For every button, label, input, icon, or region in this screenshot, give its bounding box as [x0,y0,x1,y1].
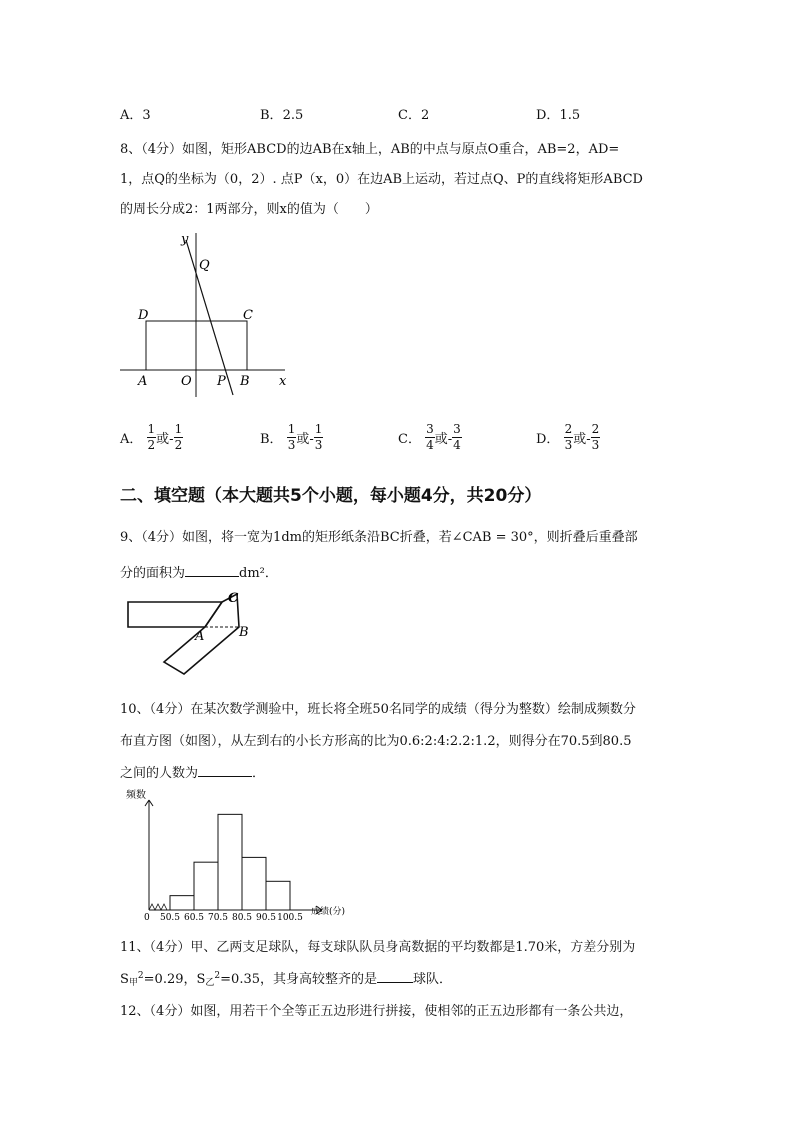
q8-line-1: 8、（4分）如图，矩形ABCD的边AB在x轴上，AB的中点与原点O重合，AB=2，AD= [120,142,620,157]
histogram-tick-label: 60.5 [183,913,205,923]
q7-option-b: B．2.5 [260,108,304,123]
label-a: A [138,374,148,389]
q8-option-a: A． $\frac{1}{2}$ 或- $\frac{1}{2}$ [120,422,183,452]
histogram-bar [242,857,266,910]
histogram-bar [170,896,194,910]
label-x: x [279,374,287,389]
q11-answer-blank[interactable] [377,970,413,983]
label-o: O [181,374,192,389]
q10-line-1: 10、（4分）在某次数学测验中，班长将全班50名同学的成绩（得分为整数）绘制成频数分 [120,702,636,717]
histogram-tick-label: 50.5 [159,913,181,923]
q10-line-2: 布直方图（如图），从左到右的小长方形高的比为0.6:2:4:2.2:1.2，则得分在70.5到80.5 [120,734,632,749]
histogram-tick-label: 100.5 [277,913,303,923]
label-q: Q [199,258,210,273]
q7-option-c: C．2 [398,108,430,123]
q11-line-2: $S_甲^2=0.29$，$S_乙^2=0.35$，其身高较整齐的是 球队． [120,971,453,988]
label-d: D [138,308,149,323]
q7-option-a: A．3 [120,108,151,123]
label-c: C [243,308,253,323]
q11-line-1: 11、（4分）甲、乙两支足球队，每支球队队员身高数据的平均数都是1.70米，方差分别为 [120,940,636,955]
q10-line-3: 之间的人数为 ． [120,766,266,781]
q9-figure [122,588,262,680]
q12-line-1: 12、（4分）如图，用若干个全等正五边形进行拼接，使相邻的正五边形都有一条公共边， [120,1004,633,1019]
histogram [122,786,362,926]
q8-line-3: 的周长分成2：1两部分，则x的值为（ ） [120,202,378,217]
label-a: A [195,629,205,644]
label-y: y [181,232,189,247]
label-b: B [239,625,249,640]
q8-option-d: D． $\frac{2}{3}$ 或- $\frac{2}{3}$ [536,422,600,452]
q9-line-2: 分的面积为 dm²． [120,566,278,581]
q8-option-c: C． $\frac{3}{4}$ 或- $\frac{3}{4}$ [398,422,461,452]
histogram-tick-label: 90.5 [255,913,277,923]
hist-origin-label: 0 [144,913,150,923]
q10-answer-blank[interactable] [198,764,252,777]
histogram-tick-label: 70.5 [207,913,229,923]
section-2-title: 二、填空题（本大题共5个小题，每小题4分，共20分） [120,486,542,506]
q9-answer-blank[interactable] [185,564,239,577]
label-p: P [217,374,226,389]
axis-break [149,904,167,910]
hist-ylabel: 频数 [126,790,146,801]
q8-line-2: 1，点Q的坐标为（0，2）. 点P（x，0）在边AB上运动，若过点Q、P的直线将矩形ABCD [120,172,643,187]
histogram-bar [266,881,290,910]
q7-option-d: D．1.5 [536,108,581,123]
hist-xlabel: 成绩(分) [311,907,346,917]
q9-line-1: 9、（4分）如图，将一宽为1dm的矩形纸条沿BC折叠，若∠CAB = 30°，则折叠后重叠部 [120,530,638,545]
label-b: B [240,374,250,389]
histogram-bar [218,814,242,910]
histogram-bar [194,862,218,910]
histogram-tick-label: 80.5 [231,913,253,923]
q8-option-b: B． $\frac{1}{3}$ 或- $\frac{1}{3}$ [260,422,323,452]
label-c: C [228,591,239,606]
q8-figure [115,225,300,400]
